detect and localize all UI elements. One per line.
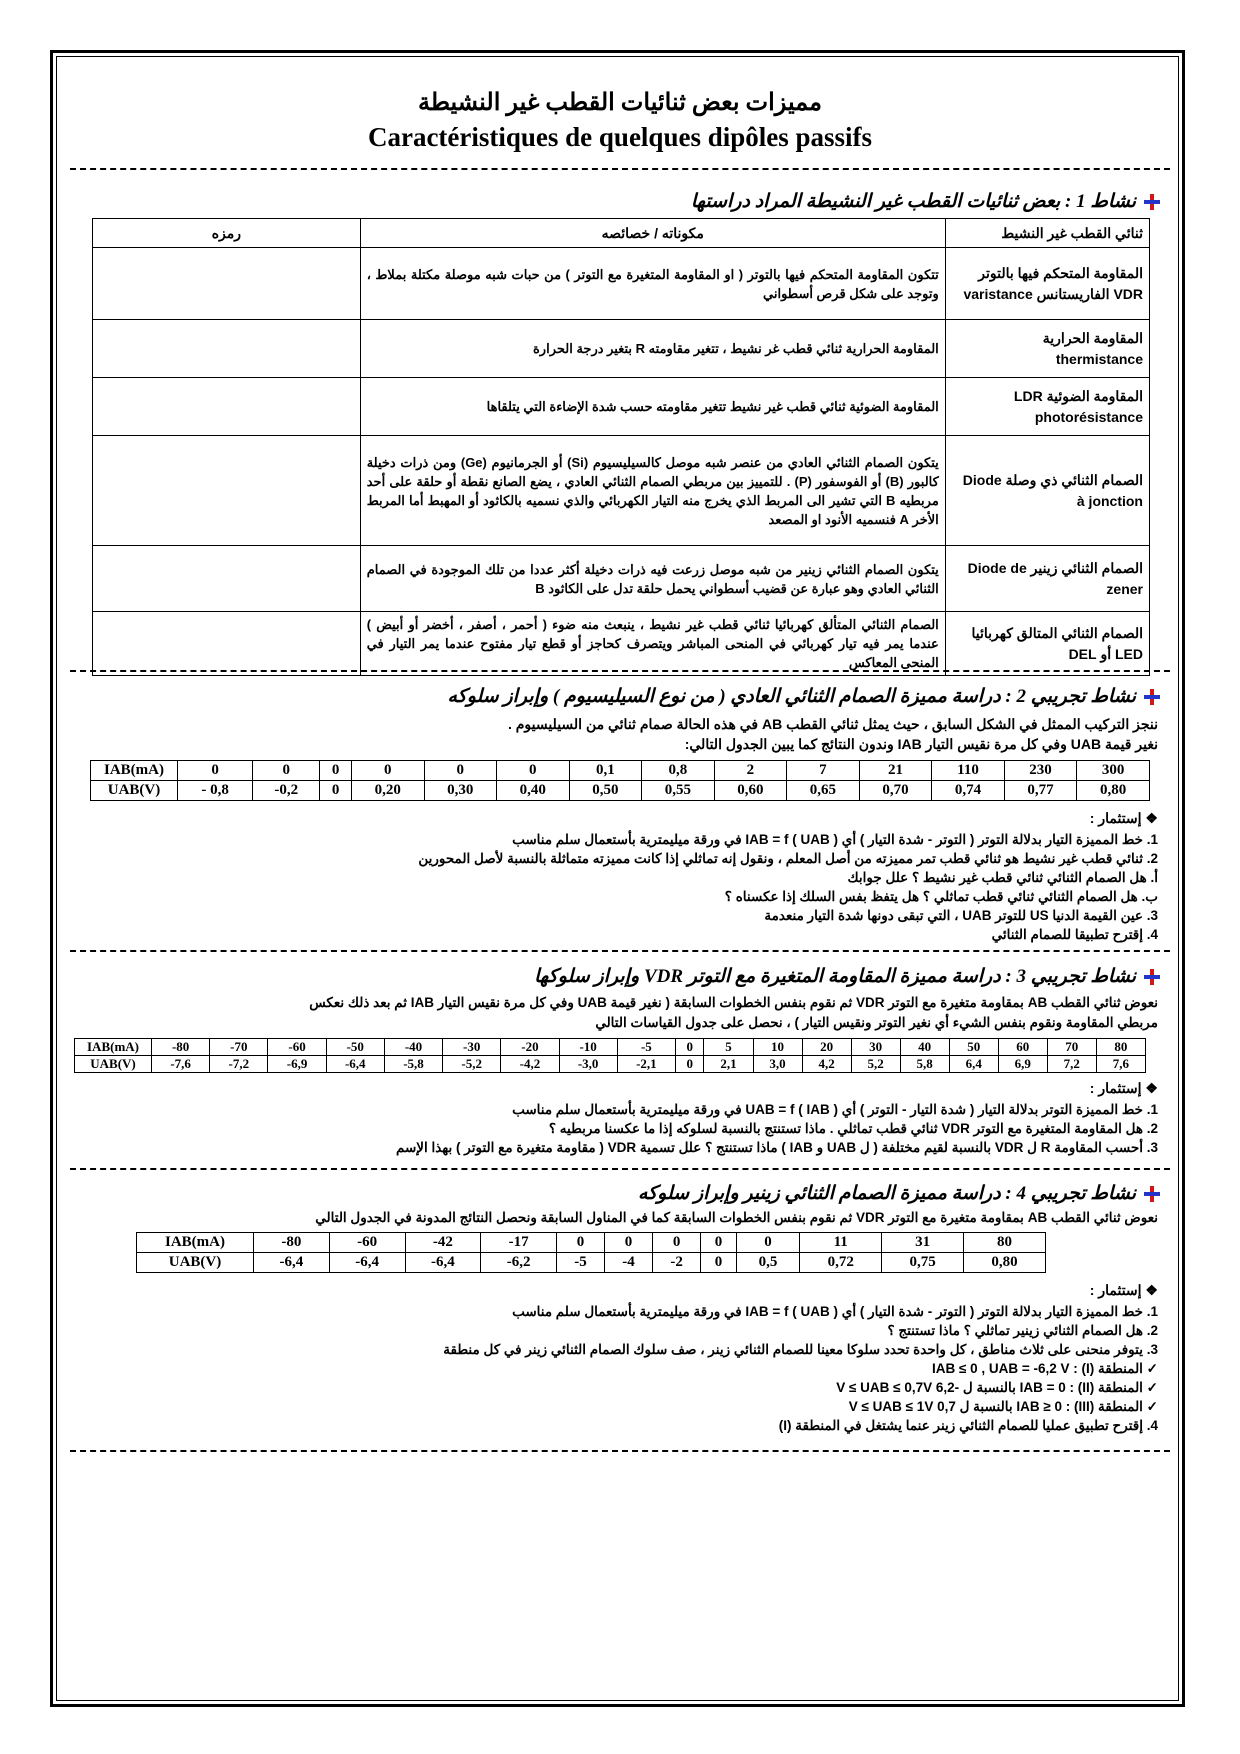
data-cell: -5 bbox=[617, 1039, 675, 1056]
divider bbox=[70, 670, 1170, 672]
question-item: ✓ المنطقة (III) : IAB ≥ 0 بالنسبة ل 0,7 V ≤ UAB ≤ 1V bbox=[848, 1399, 1158, 1414]
dipole-symbol-cell bbox=[93, 612, 361, 676]
data-cell: 11 bbox=[800, 1233, 882, 1253]
dipole-name: الصمام الثنائي ذي وصلة Diode à jonction bbox=[945, 436, 1149, 546]
table-row bbox=[93, 320, 1150, 378]
data-cell: -5 bbox=[557, 1253, 605, 1273]
data-cell: -6,9 bbox=[268, 1056, 326, 1073]
divider bbox=[70, 168, 1170, 170]
data-cell: -17 bbox=[481, 1233, 557, 1253]
exploit-label: ❖ إستثمار : bbox=[1089, 1282, 1158, 1298]
data-cell: 0 bbox=[320, 761, 352, 781]
exploit-label: ❖ إستثمار : bbox=[1089, 1080, 1158, 1096]
question-item: 3. عين القيمة الدنيا US للتوتر UAB ، التي تبقى دونها شدة التيار منعدمة bbox=[764, 908, 1158, 923]
data-cell: 5,2 bbox=[851, 1056, 900, 1073]
dipole-name: الصمام الثنائي المتالق كهربائيا LED أو DEL bbox=[945, 612, 1149, 676]
data-cell: 230 bbox=[1004, 761, 1077, 781]
data-cell: 0,80 bbox=[1077, 781, 1150, 801]
dipole-name: المقاومة الحرارية thermistance bbox=[945, 320, 1149, 378]
activity2-intro: نغير قيمة UAB وفي كل مرة نقيس التيار IAB وندون النتائج كما يبين الجدول التالي: bbox=[684, 736, 1158, 752]
data-row bbox=[91, 761, 1150, 781]
row-label: IAB(mA) bbox=[75, 1039, 152, 1056]
data-cell: 7 bbox=[787, 761, 860, 781]
data-cell: -7,6 bbox=[152, 1056, 210, 1073]
bullet-icon bbox=[1144, 1186, 1160, 1202]
activity4-intro: نعوض ثنائي القطب AB بمقاومة متغيرة مع التوتر VDR ثم نقوم بنفس الخطوات السابقة كما في المناول السابقة ونحصل النتائج المدونة في الجدول التالي bbox=[315, 1210, 1158, 1225]
bullet-icon bbox=[1144, 194, 1160, 210]
data-cell: 0,8 bbox=[642, 761, 715, 781]
table-row bbox=[93, 546, 1150, 612]
activity2-heading: نشاط تجريبي 2 : دراسة مميزة الصمام الثنائي العادي ( من نوع السيليسيوم ) وإبراز سلوكه bbox=[447, 685, 1160, 708]
dipole-name: المقاومة الضوئية LDR photorésistance bbox=[945, 378, 1149, 436]
data-cell: -20 bbox=[501, 1039, 559, 1056]
row-label: UAB(V) bbox=[137, 1253, 254, 1273]
table-row bbox=[93, 378, 1150, 436]
data-cell: 2 bbox=[714, 761, 787, 781]
divider bbox=[70, 1450, 1170, 1452]
row-label: IAB(mA) bbox=[137, 1233, 254, 1253]
data-cell: -6,4 bbox=[405, 1253, 481, 1273]
data-cell: 0 bbox=[557, 1233, 605, 1253]
zener-data-table bbox=[136, 1232, 1046, 1273]
table-row bbox=[93, 436, 1150, 546]
question-item: 1. خط المميزة التيار بدلالة التوتر ( التوتر - شدة التيار ) أي IAB = f ( UAB ) في ورقة ميليمترية بأستعمال سلم مناسب bbox=[512, 832, 1158, 847]
title-arabic: مميزات بعض ثنائيات القطب غير النشيطة bbox=[417, 90, 823, 116]
data-cell: 0 bbox=[351, 761, 424, 781]
data-cell: 0,50 bbox=[569, 781, 642, 801]
data-cell: 0 bbox=[253, 761, 320, 781]
table-row bbox=[93, 612, 1150, 676]
data-cell: 60 bbox=[998, 1039, 1047, 1056]
data-cell: 300 bbox=[1077, 761, 1150, 781]
data-cell: 6,9 bbox=[998, 1056, 1047, 1073]
data-cell: 7,2 bbox=[1047, 1056, 1096, 1073]
data-cell: 0,60 bbox=[714, 781, 787, 801]
title-french: Caractéristiques de quelques dipôles passifs bbox=[367, 122, 873, 152]
dipole-symbol-cell bbox=[93, 436, 361, 546]
data-cell: 0,30 bbox=[424, 781, 497, 801]
data-cell: -6,2 bbox=[481, 1253, 557, 1273]
data-cell: - 0,8 bbox=[178, 781, 253, 801]
data-cell: 0 bbox=[178, 761, 253, 781]
activity3-questions bbox=[396, 1100, 1158, 1157]
data-cell: -50 bbox=[326, 1039, 384, 1056]
data-cell: -60 bbox=[329, 1233, 405, 1253]
data-cell: -6,4 bbox=[254, 1253, 330, 1273]
data-cell: 0 bbox=[605, 1233, 653, 1253]
data-cell: 10 bbox=[753, 1039, 802, 1056]
data-cell: 70 bbox=[1047, 1039, 1096, 1056]
data-cell: 0 bbox=[320, 781, 352, 801]
dipole-description: الصمام الثنائي المتألق كهربائيا ثنائي قطب غير نشيط ، ينبعث منه ضوء ( أحمر ، أصفر ، أخضر أو أبيض ) عندما يمر فيه تيار كهربائي في المنحى المباشر ويتصرف كحاجز أو قطع تيار مفتوح عندما يمر التيار في المنحى المعاكس bbox=[360, 612, 945, 676]
col-header: ثنائي القطب غير النشيط bbox=[945, 219, 1149, 248]
data-row bbox=[75, 1039, 1146, 1056]
data-cell: -80 bbox=[152, 1039, 210, 1056]
data-cell: 0 bbox=[736, 1233, 799, 1253]
data-cell: 0 bbox=[424, 761, 497, 781]
data-cell: 0 bbox=[675, 1056, 703, 1073]
question-item: 3. يتوفر منحنى على ثلاث مناطق ، كل واحدة تحدد سلوكا معينا للصمام الثنائي زينر ، صف سلوك الصمام الثنائي زينر في كل منطقة bbox=[443, 1342, 1158, 1357]
activity3-intro: نعوض ثنائي القطب AB بمقاومة متغيرة مع التوتر VDR ثم نقوم بنفس الخطوات السابقة ( نغير قيمة UAB وفي كل مرة نقيس التيار IAB ثم بعد ذلك نعكس bbox=[309, 995, 1158, 1010]
question-item: 3. أحسب المقاومة R ل VDR بالنسبة لقيم مختلفة ( ل UAB و IAB ) ماذا تستنتج ؟ علل تسمية VDR ( مقاومة متغيرة مع التوتر ) بهذا الإسم bbox=[395, 1140, 1158, 1155]
dipole-description: يتكون الصمام الثنائي زينير من شبه موصل زرعت فيه ذرات دخيلة أكثر عددا من تلك الموجودة في الصمام الثنائي العادي وهو عبارة عن قضيب أسطواني يحمل حلقة تدل على الكاثود B bbox=[360, 546, 945, 612]
data-cell: 5,8 bbox=[900, 1056, 949, 1073]
dipole-name: الصمام الثنائي زينير Diode de zener bbox=[945, 546, 1149, 612]
data-cell: 7,6 bbox=[1096, 1056, 1145, 1073]
data-cell: 30 bbox=[851, 1039, 900, 1056]
dipole-name: المقاومة المتحكم فيها بالتوتر VDR الفاريستانس varistance bbox=[945, 248, 1149, 320]
dipole-symbol-cell bbox=[93, 320, 361, 378]
data-cell: 0,70 bbox=[859, 781, 932, 801]
data-cell: -0,2 bbox=[253, 781, 320, 801]
data-row bbox=[137, 1253, 1046, 1273]
data-cell: 5 bbox=[704, 1039, 753, 1056]
data-cell: 0,5 bbox=[736, 1253, 799, 1273]
data-cell: 0,1 bbox=[569, 761, 642, 781]
data-cell: -5,8 bbox=[384, 1056, 442, 1073]
row-label: UAB(V) bbox=[91, 781, 178, 801]
activity2-questions bbox=[418, 830, 1158, 944]
col-header: مكوناته / خصائصه bbox=[360, 219, 945, 248]
data-cell: -30 bbox=[443, 1039, 501, 1056]
data-cell: 0,40 bbox=[497, 781, 570, 801]
data-cell: -2,1 bbox=[617, 1056, 675, 1073]
activity2-intro: ننجز التركيب الممثل في الشكل السابق ، حيث يمثل ثنائي القطب AB في هذه الحالة صمام ثنائي من السيليسيوم . bbox=[507, 716, 1158, 732]
bullet-icon bbox=[1144, 689, 1160, 705]
data-cell: 31 bbox=[882, 1233, 964, 1253]
table-row bbox=[93, 248, 1150, 320]
dipole-symbol-cell bbox=[93, 248, 361, 320]
activity4-questions bbox=[443, 1302, 1158, 1435]
activity1-heading: نشاط 1 : بعض ثنائيات القطب غير النشيطة المراد دراستها bbox=[691, 190, 1160, 213]
data-cell: 0,72 bbox=[800, 1253, 882, 1273]
data-cell: -6,4 bbox=[326, 1056, 384, 1073]
data-cell: 0,75 bbox=[882, 1253, 964, 1273]
data-cell: 21 bbox=[859, 761, 932, 781]
activity3-intro: مربطي المقاومة ونقوم بنفس الشيء أي نغير التوتر ونقيس التيار ) ، نحصل على جدول القياسات التالي bbox=[595, 1015, 1158, 1030]
data-cell: 0 bbox=[497, 761, 570, 781]
question-item: ✓ المنطقة (I) : IAB ≤ 0 , UAB = -6,2 V bbox=[931, 1361, 1158, 1376]
data-cell: 80 bbox=[964, 1233, 1046, 1253]
data-cell: 0,77 bbox=[1004, 781, 1077, 801]
data-cell: -70 bbox=[210, 1039, 268, 1056]
col-header: رمزه bbox=[93, 219, 361, 248]
data-row bbox=[137, 1233, 1046, 1253]
diode-data-table bbox=[90, 760, 1150, 801]
data-cell: 0,74 bbox=[932, 781, 1005, 801]
data-cell: -4 bbox=[605, 1253, 653, 1273]
data-cell: 0 bbox=[701, 1253, 737, 1273]
question-item: 1. خط المميزة التوتر بدلالة التيار ( شدة التيار - التوتر ) أي UAB = f ( IAB ) في ورقة ميليمترية بأستعمال سلم مناسب bbox=[512, 1102, 1158, 1117]
data-cell: 0 bbox=[653, 1233, 701, 1253]
data-cell: 80 bbox=[1096, 1039, 1145, 1056]
divider bbox=[70, 1168, 1170, 1170]
data-cell: 20 bbox=[802, 1039, 851, 1056]
question-item: 2. هل المقاومة المتغيرة مع التوتر VDR ثنائي قطب تماثلي . ماذا تستنتج بالنسبة لسلوكه إذا ما عكسنا مربطيه ؟ bbox=[548, 1121, 1158, 1136]
data-cell: 50 bbox=[949, 1039, 998, 1056]
row-label: UAB(V) bbox=[75, 1056, 152, 1073]
activity3-heading: نشاط تجريبي 3 : دراسة مميزة المقاومة المتغيرة مع التوتر VDR وإبراز سلوكها bbox=[534, 965, 1160, 988]
data-row bbox=[75, 1056, 1146, 1073]
data-cell: -5,2 bbox=[443, 1056, 501, 1073]
dipole-description: تتكون المقاومة المتحكم فيها بالتوتر ( او المقاومة المتغيرة مع التوتر ) من حبات شبه موصلة مكتلة بملاط ، وتوجد على شكل قرص أسطواني bbox=[360, 248, 945, 320]
dipoles-table bbox=[92, 218, 1150, 676]
data-cell: -60 bbox=[268, 1039, 326, 1056]
activity4-heading: نشاط تجريبي 4 : دراسة مميزة الصمام الثنائي زينير وإبراز سلوكه bbox=[638, 1182, 1160, 1205]
dipole-description: المقاومة الحرارية ثنائي قطب غر نشيط ، تتغير مقاومته R بتغير درجة الحرارة bbox=[360, 320, 945, 378]
row-label: IAB(mA) bbox=[91, 761, 178, 781]
data-cell: -42 bbox=[405, 1233, 481, 1253]
data-cell: 4,2 bbox=[802, 1056, 851, 1073]
data-cell: -6,4 bbox=[329, 1253, 405, 1273]
dipole-symbol-cell bbox=[93, 546, 361, 612]
data-cell: -3,0 bbox=[559, 1056, 617, 1073]
data-cell: 0,20 bbox=[351, 781, 424, 801]
question-item: 2. ثنائي قطب غير نشيط هو ثنائي قطب تمر مميزته من أصل المعلم ، ونقول إنه تماثلي إذا كانت مميزته متماثلة بالنسبة لأصل المحورين bbox=[418, 851, 1158, 866]
data-cell: 6,4 bbox=[949, 1056, 998, 1073]
data-cell: -80 bbox=[254, 1233, 330, 1253]
bullet-icon bbox=[1144, 969, 1160, 985]
dipole-description: يتكون الصمام الثنائي العادي من عنصر شبه موصل كالسيليسيوم (Si) أو الجرمانيوم (Ge) ومن ذرات دخيلة كالبور (B) أو الفوسفور (P) . للتمييز بين مربطي الصمام الثنائي العادي ، يضع الصانع نقطة أو حلقة على أحد مربطيه B التي تشير الى المربط الذي يخرج منه التيار الكهربائي والذي نسميه بالكاثود أو المهبط أما المربط الأخر A فنسميه الأنود او المصعد bbox=[360, 436, 945, 546]
question-item: ✓ المنطقة (II) : IAB = 0 بالنسبة ل -6,2 V ≤ UAB ≤ 0,7V bbox=[836, 1380, 1158, 1395]
question-item: أ. هل الصمام الثنائي ثنائي قطب غير نشيط ؟ علل جوابك bbox=[847, 870, 1158, 885]
data-cell: 0 bbox=[675, 1039, 703, 1056]
data-cell: 0,80 bbox=[964, 1253, 1046, 1273]
question-item: 1. خط المميزة التيار بدلالة التوتر ( التوتر - شدة التيار ) أي IAB = f ( UAB ) في ورقة ميليمترية بأستعمال سلم مناسب bbox=[512, 1304, 1158, 1319]
data-cell: 110 bbox=[932, 761, 1005, 781]
data-cell: -40 bbox=[384, 1039, 442, 1056]
data-cell: 0,55 bbox=[642, 781, 715, 801]
data-cell: 3,0 bbox=[753, 1056, 802, 1073]
data-cell: -10 bbox=[559, 1039, 617, 1056]
exploit-label: ❖ إستثمار : bbox=[1089, 810, 1158, 826]
vdr-data-table bbox=[74, 1038, 1146, 1073]
data-cell: 2,1 bbox=[704, 1056, 753, 1073]
data-cell: 0,65 bbox=[787, 781, 860, 801]
data-cell: -2 bbox=[653, 1253, 701, 1273]
question-item: 2. هل الصمام الثنائي زينير تماثلي ؟ ماذا تستنتج ؟ bbox=[887, 1323, 1158, 1338]
data-row bbox=[91, 781, 1150, 801]
divider bbox=[70, 950, 1170, 952]
data-cell: 40 bbox=[900, 1039, 949, 1056]
data-cell: -7,2 bbox=[210, 1056, 268, 1073]
dipole-description: المقاومة الضوئية ثنائي قطب غير نشيط تتغير مقاومته حسب شدة الإضاءة التي يتلقاها bbox=[360, 378, 945, 436]
question-item: ب. هل الصمام الثنائي ثنائي قطب تماثلي ؟ هل يتفظ بفس السلك إذا عكسناه ؟ bbox=[724, 889, 1158, 904]
dipole-symbol-cell bbox=[93, 378, 361, 436]
question-item: 4. إقترح تطبيق عمليا للصمام الثنائي زينر عنما يشتغل في المنطقة (I) bbox=[778, 1418, 1158, 1433]
data-cell: 0 bbox=[701, 1233, 737, 1253]
data-cell: -4,2 bbox=[501, 1056, 559, 1073]
question-item: 4. إقترح تطبيقا للصمام الثنائي bbox=[991, 927, 1158, 942]
